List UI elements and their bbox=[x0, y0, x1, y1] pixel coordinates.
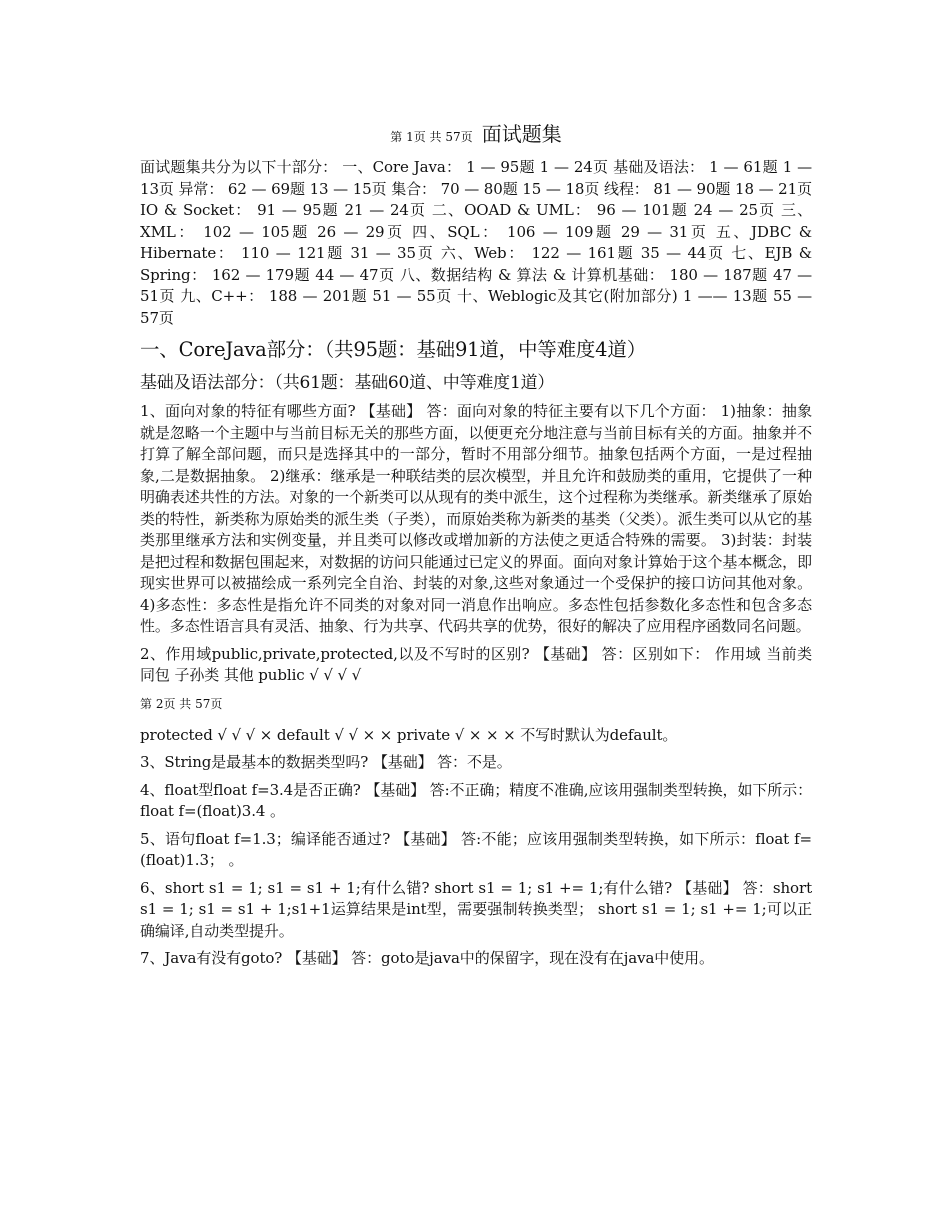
question-6: 6、short s1 = 1; s1 = s1 + 1;有什么错? short s1 = 1; s1 += 1;有什么错? 【基础】 答：short s1 = 1; s1 = s1 + 1;s1+1运算结果是int型，需要强制转换类型； short s1 = 1; s1 += 1;可以正确编译,自动类型提升。 bbox=[140, 878, 812, 940]
section-heading: 一、CoreJava部分：（共95题：基础91道，中等难度4道） bbox=[140, 338, 646, 361]
document-title: 面试题集 bbox=[481, 122, 562, 146]
question-1: 1、面向对象的特征有哪些方面? 【基础】 答：面向对象的特征主要有以下几个方面： 1)抽象：抽象就是忽略一个主题中与当前目标无关的那些方面，以便更充分地注意与当前目标有关的方面。抽象并不打算了解全部问题，而只是选择其中的一部分，暂时不用部分细节。抽象包括两个方面，一是过程抽象,二是数据抽象。 2)继承：继承是一种联结类的层次模型，并且允许和鼓励类的重用，它提供了一种明确表述共性的方法。对象的一个新类可以从现有的类中派生，这个过程称为类继承。新类继承了原始类的特性，新类称为原始类的派生类（子类），而原始类称为新类的基类（父类）。派生类可以从它的基类那里继承方法和实例变量，并且类可以修改或增加新的方法使之更适合特殊的需要。 3)封装：封装是把过程和数据包围起来，对数据的访问只能通过已定义的界面。面向对象计算始于这个基本概念，即现实世界可以被描绘成一系列完全自治、封装的对象,这些对象通过一个受保护的接口访问其他对象。 4)多态性：多态性是指允许不同类的对象对同一消息作出响应。多态性包括参数化多态性和包含多态性。多态性语言具有灵活、抽象、行为共享、代码共享的优势，很好的解决了应用程序函数同名问题。 bbox=[140, 402, 812, 635]
table-of-contents: 面试题集共分为以下十部分： 一、Core Java： 1 — 95题 1 — 24页 基础及语法： 1 — 61题 1 — 13页 异常： 62 — 69题 13 — 15页 集合： 70 — 80题 15 — 18页 线程： 81 — 90题 18 — 21页 IO & Socket： 91 — 95题 21 — 24页 二、OOAD & UML： 96 — 101题 24 — 25页 三、XML： 102 — 105题 26 — 29页 四、SQL： 106 — 109题 29 — 31页 五、JDBC & Hibernate： 110 — 121题 31 — 35页 六、Web： 122 — 161题 35 — 44页 七、EJB & Spring： 162 — 179题 44 — 47页 八、数据结构 & 算法 & 计算机基础： 180 — 187题 47 — 51页 九、C++： 188 — 201题 51 — 55页 十、Weblogic及其它(附加部分) 1 —— 13题 55 — 57页 bbox=[140, 158, 812, 327]
document-page bbox=[140, 118, 812, 976]
question-4: 4、float型float f=3.4是否正确? 【基础】 答:不正确；精度不准确,应该用强制类型转换，如下所示：float f=(float)3.4 。 bbox=[140, 780, 812, 820]
page-header bbox=[140, 118, 812, 153]
question-2-continued: protected √ √ √ × default √ √ × × private √ × × × 不写时默认为default。 bbox=[140, 725, 678, 744]
subsection-heading: 基础及语法部分：（共61题：基础60道、中等难度1道） bbox=[140, 373, 555, 393]
question-2: 2、作用域public,private,protected,以及不写时的区别? 【基础】 答：区别如下： 作用域 当前类 同包 子孙类 其他 public √ √ √ √ bbox=[140, 644, 812, 684]
question-5: 5、语句float f=1.3；编译能否通过? 【基础】 答:不能；应该用强制类型转换，如下所示：float f=(float)1.3； 。 bbox=[140, 829, 812, 869]
question-7: 7、Java有没有goto? 【基础】 答：goto是java中的保留字，现在没有在java中使用。 bbox=[140, 949, 714, 967]
question-3: 3、String是最基本的数据类型吗? 【基础】 答：不是。 bbox=[140, 753, 512, 771]
page-2-marker: 第 2页 共 57页 bbox=[140, 696, 223, 711]
page-number-marker: 第 1页 共 57页 bbox=[390, 130, 473, 144]
